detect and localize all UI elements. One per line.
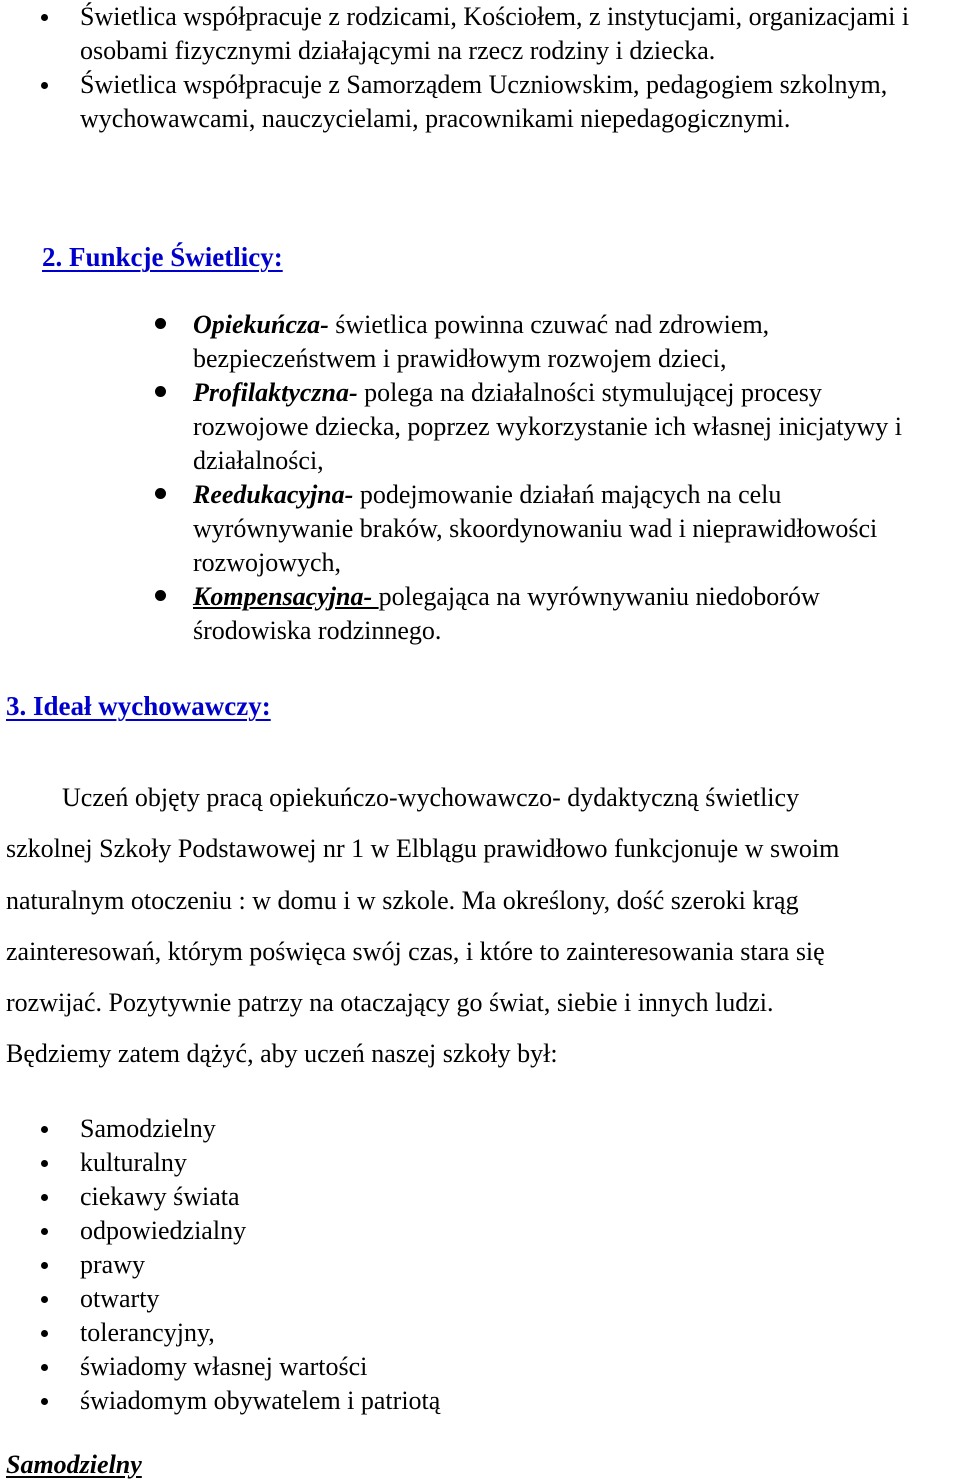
cooperation-list (80, 0, 950, 136)
list-item: Samodzielny (80, 1112, 940, 1146)
list-item (193, 478, 933, 580)
list-item: kulturalny (80, 1146, 940, 1180)
paragraph-line: rozwijać. Pozytywnie patrzy na otaczający go świat, siebie i innych ludzi. (6, 988, 774, 1018)
list-item: Świetlica współpracuje z rodzicami, Kościołem, z instytucjami, organizacjami i osobami fizycznymi działającymi na rzecz rodziny i dziecka. (80, 0, 950, 68)
list-item: świadomy własnej wartości (80, 1350, 940, 1384)
section-heading-ideal: 3. Ideał wychowawczy: (6, 691, 271, 721)
traits-list (80, 1112, 940, 1418)
list-item (193, 308, 933, 376)
ideal-paragraph (6, 772, 956, 1080)
list-item: Świetlica współpracuje z Samorządem Uczniowskim, pedagogiem szkolnym, wychowawcami, nauczycielami, pracownikami niepedagogicznymi. (80, 68, 950, 136)
function-description: polega na działalności stymulującej procesy rozwojowe dziecka, poprzez wykorzystanie ich własnej inicjatywy i działalności, (193, 378, 902, 475)
subsection-heading: Samodzielny (6, 1450, 142, 1479)
list-item: ciekawy świata (80, 1180, 940, 1214)
function-description: podejmowanie działań mających na celu wyrównywanie braków, skoordynowaniu wad i nieprawidłowości rozwojowych, (193, 480, 878, 577)
function-term: Reedukacyjna- (193, 480, 354, 509)
function-description: polegająca na wyrównywaniu niedoborów środowiska rodzinnego. (193, 582, 820, 645)
functions-list (193, 308, 933, 648)
function-description: świetlica powinna czuwać nad zdrowiem, bezpieczeństwem i prawidłowym rozwojem dzieci, (193, 310, 770, 373)
function-term: Profilaktyczna- (193, 378, 358, 407)
list-item: otwarty (80, 1282, 940, 1316)
paragraph-line: Uczeń objęty pracą opiekuńczo-wychowawczo- dydaktyczną świetlicy (62, 783, 800, 812)
list-item: tolerancyjny, (80, 1316, 940, 1350)
function-term: Opiekuńcza- (193, 310, 329, 339)
paragraph-line: Będziemy zatem dążyć, aby uczeń naszej szkoły był: (6, 1039, 558, 1069)
list-item: prawy (80, 1248, 940, 1282)
paragraph-line: naturalnym otoczeniu : w domu i w szkole. Ma określony, dość szeroki krąg (6, 885, 799, 915)
paragraph-line: zainteresowań, którym poświęca swój czas, i które to zainteresowania stara się (6, 936, 825, 966)
list-item (193, 580, 933, 648)
list-item: odpowiedzialny (80, 1214, 940, 1248)
paragraph-line: szkolnej Szkoły Podstawowej nr 1 w Elblągu prawidłowo funkcjonuje w swoim (6, 834, 840, 864)
function-term: Kompensacyjna- (193, 582, 379, 611)
list-item: świadomym obywatelem i patriotą (80, 1384, 940, 1418)
list-item (193, 376, 933, 478)
section-heading-functions: 2. Funkcje Świetlicy: (42, 242, 283, 272)
